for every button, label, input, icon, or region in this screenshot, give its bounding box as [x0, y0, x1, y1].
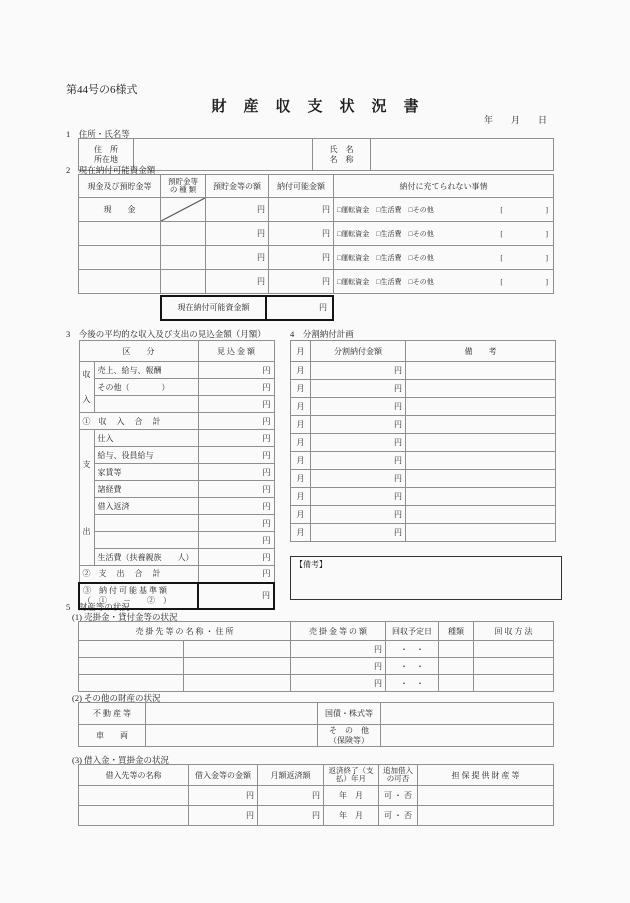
- borrowings-table: [78, 764, 554, 826]
- vehicle-value: [146, 725, 318, 747]
- checkbox-living-costs: □生活費: [376, 205, 402, 214]
- table-row: [291, 362, 556, 380]
- expense-item-label: 給与、役員給与: [94, 447, 198, 464]
- expense-total-row: [79, 566, 274, 583]
- income-total-row: [79, 413, 274, 430]
- repay-end-cell: 年 月: [324, 786, 379, 806]
- note-cell: [406, 416, 556, 434]
- loan-amount-cell: 円: [189, 786, 258, 806]
- monthly-repay-cell: 円: [258, 786, 324, 806]
- bracket-close: ]: [545, 253, 548, 262]
- col-month-header: 月: [291, 341, 311, 362]
- checkbox-living-costs: □生活費: [376, 253, 402, 262]
- bracket-open: [: [500, 277, 503, 286]
- section5-3-heading: (3) 借入金・買掛金の状況: [72, 755, 170, 765]
- expense-item-label: 生活費（扶養親族 人）: [94, 549, 198, 566]
- debtor-address-cell: [184, 675, 291, 692]
- bonds-stocks-value: [381, 703, 554, 725]
- payable-amount-cell: 円: [269, 270, 334, 294]
- debtor-name-cell: [79, 641, 184, 658]
- income-group-label: 収 入: [79, 362, 94, 413]
- table-row: [79, 498, 274, 515]
- table-row: [79, 430, 274, 447]
- checkbox-living-costs: □生活費: [376, 229, 402, 238]
- table-row: [79, 222, 554, 246]
- note-cell: [406, 506, 556, 524]
- month-cell: 月: [291, 416, 311, 434]
- income-item-label: 売上、給与、報酬: [94, 362, 198, 379]
- table-row: [79, 362, 274, 379]
- month-cell: 月: [291, 506, 311, 524]
- amount-cell: 円: [198, 447, 274, 464]
- col-reason-header: 納付に充てられない事情: [334, 175, 554, 198]
- type-cell: [439, 675, 474, 692]
- amount-cell: 円: [311, 452, 406, 470]
- checkbox-other: □その他: [408, 253, 434, 262]
- page-title: 財 産 収 支 状 況 書: [211, 99, 420, 115]
- note-cell: [406, 488, 556, 506]
- due-date-cell: ・ ・: [386, 641, 439, 658]
- table-row: [291, 452, 556, 470]
- table-row: [79, 379, 274, 396]
- month-cell: 月: [291, 380, 311, 398]
- table-row: [79, 806, 554, 826]
- table-row: [79, 447, 274, 464]
- reason-cell: [334, 198, 554, 222]
- table-row: [79, 515, 274, 532]
- checkbox-working-funds: □運転資金: [337, 277, 370, 286]
- note-cell: [406, 452, 556, 470]
- note-cell: [406, 434, 556, 452]
- form-number: 第44号の6様式: [66, 84, 138, 96]
- bracket-close: ]: [545, 277, 548, 286]
- reason-cell: [334, 246, 554, 270]
- col-amount-header: 預貯金等の額: [206, 175, 269, 198]
- table-row: [79, 481, 274, 498]
- debtor-address-cell: [184, 658, 291, 675]
- bracket-open: [: [500, 229, 503, 238]
- col-cash-header: 現金及び預貯金等: [79, 175, 161, 198]
- table-header-row: [79, 175, 554, 198]
- collateral-cell: [418, 806, 554, 826]
- amount-cell: 円: [311, 362, 406, 380]
- amount-cell: 円: [311, 488, 406, 506]
- expense-item-label: [94, 515, 198, 532]
- income-item-label: その他（ ）: [94, 379, 198, 396]
- col-monthly-repay-header: 月額返済額: [258, 765, 324, 786]
- section4-heading: 4 分割納付計画: [290, 329, 354, 339]
- income-expense-table: [78, 340, 275, 610]
- table-row: [291, 506, 556, 524]
- amount-cell: 円: [291, 658, 386, 675]
- amount-cell: 円: [291, 675, 386, 692]
- payable-amount-cell: 円: [269, 222, 334, 246]
- table-row: [291, 470, 556, 488]
- month-cell: 月: [291, 434, 311, 452]
- summary-label: 現在納付可能資金額: [160, 295, 267, 321]
- amount-cell: 円: [311, 434, 406, 452]
- deposit-type-cell: [161, 222, 206, 246]
- note-cell: [406, 380, 556, 398]
- amount-cell: 円: [311, 506, 406, 524]
- col-type-header: 種類: [439, 622, 474, 641]
- table-row: [79, 246, 554, 270]
- installment-plan-table: [290, 340, 556, 542]
- payable-base-amount: 円: [198, 583, 274, 609]
- col-additional-borrow-header: 追加借入 の可否: [379, 765, 418, 786]
- checkbox-other: □その他: [408, 229, 434, 238]
- payable-base-label: ③ 納 付 可 能 基 準 額 （ ① － ② ）: [79, 583, 198, 609]
- table-row: [79, 549, 274, 566]
- other-insurance-label: そ の 他 （保険等）: [318, 725, 381, 747]
- lender-name-cell: [79, 786, 189, 806]
- table-row: [79, 532, 274, 549]
- payable-amount-cell: 円: [269, 198, 334, 222]
- expense-item-label: 諸経費: [94, 481, 198, 498]
- expense-total-label: ② 支 出 合 計: [79, 566, 198, 583]
- note-cell: [406, 524, 556, 542]
- amount-cell: 円: [291, 641, 386, 658]
- table-row: [79, 464, 274, 481]
- amount-cell: 円: [311, 398, 406, 416]
- bracket-open: [: [500, 253, 503, 262]
- table-row: [291, 380, 556, 398]
- other-assets-table: [78, 702, 554, 747]
- cash-label: [79, 246, 161, 270]
- amount-cell: 円: [311, 416, 406, 434]
- month-cell: 月: [291, 470, 311, 488]
- amount-cell: 円: [198, 481, 274, 498]
- amount-cell: 円: [198, 430, 274, 447]
- col-type-header: 預貯金等 の 種 類: [161, 175, 206, 198]
- income-item-label: [94, 396, 198, 413]
- real-estate-label: 不 動 産 等: [79, 703, 146, 725]
- table-header-row: [79, 622, 554, 641]
- monthly-repay-cell: 円: [258, 806, 324, 826]
- month-cell: 月: [291, 398, 311, 416]
- amount-cell: 円: [198, 396, 274, 413]
- debtor-name-cell: [79, 675, 184, 692]
- real-estate-value: [146, 703, 318, 725]
- lender-name-cell: [79, 806, 189, 826]
- col-method-header: 回 収 方 法: [474, 622, 554, 641]
- table-row: [291, 398, 556, 416]
- section5-2-heading: (2) その他の財産の状況: [72, 693, 161, 703]
- amount-cell: 円: [198, 413, 274, 430]
- cash-label: 現 金: [79, 198, 161, 222]
- note-cell: [406, 398, 556, 416]
- loan-amount-cell: 円: [189, 806, 258, 826]
- income-total-label: ① 収 入 合 計: [79, 413, 198, 430]
- checkbox-other: □その他: [408, 205, 434, 214]
- col-debtor-header: 売 掛 先 等 の 名 称 ・ 住 所: [79, 622, 291, 641]
- payable-amount-cell: 円: [269, 246, 334, 270]
- table-row: [79, 658, 554, 675]
- expense-item-label: 家賃等: [94, 464, 198, 481]
- expense-item-label: 借入返済: [94, 498, 198, 515]
- deposit-amount-cell: 円: [206, 246, 269, 270]
- type-cell: [439, 658, 474, 675]
- summary-amount: 円: [267, 295, 334, 321]
- deposit-amount-cell: 円: [206, 198, 269, 222]
- amount-cell: 円: [198, 362, 274, 379]
- amount-cell: 円: [198, 566, 274, 583]
- checkbox-other: □その他: [408, 277, 434, 286]
- table-row: [79, 786, 554, 806]
- remarks-label: 【備考】: [295, 560, 327, 569]
- col-category-header: 区 分: [79, 341, 198, 362]
- address-label: 住 所 所在地: [79, 139, 134, 171]
- col-payable-header: 納付可能金額: [269, 175, 334, 198]
- due-date-cell: ・ ・: [386, 658, 439, 675]
- table-row: [291, 434, 556, 452]
- current-payable-summary: [160, 295, 334, 321]
- section5-1-heading: (1) 売掛金・貸付金等の状況: [72, 612, 178, 622]
- name-label: 氏 名 名 称: [313, 139, 371, 171]
- expense-item-label: [94, 532, 198, 549]
- table-row: [79, 675, 554, 692]
- table-header-row: [291, 341, 556, 362]
- bracket-close: ]: [545, 205, 548, 214]
- method-cell: [474, 641, 554, 658]
- deposit-type-cell: [161, 270, 206, 294]
- table-row: [79, 641, 554, 658]
- table-header-row: [79, 341, 274, 362]
- debtor-name-cell: [79, 658, 184, 675]
- payable-funds-table: [78, 174, 554, 294]
- amount-cell: 円: [198, 515, 274, 532]
- table-row: [79, 703, 554, 725]
- note-cell: [406, 470, 556, 488]
- remarks-box: [290, 556, 562, 600]
- due-date-cell: ・ ・: [386, 675, 439, 692]
- month-cell: 月: [291, 524, 311, 542]
- cash-label: [79, 270, 161, 294]
- type-cell: [439, 641, 474, 658]
- table-header-row: [79, 765, 554, 786]
- col-lender-header: 借入先等の名称: [79, 765, 189, 786]
- col-repay-end-header: 返済終了（支 払）年月: [324, 765, 379, 786]
- col-expected-header: 見 込 金 額: [198, 341, 274, 362]
- table-row: [291, 416, 556, 434]
- receivables-table: [78, 621, 554, 692]
- reason-cell: [334, 222, 554, 246]
- checkbox-working-funds: □運転資金: [337, 229, 370, 238]
- month-cell: 月: [291, 452, 311, 470]
- amount-cell: 円: [311, 524, 406, 542]
- additional-borrow-cell: 可 ・ 否: [379, 806, 418, 826]
- other-insurance-value: [381, 725, 554, 747]
- col-installment-header: 分割納付金額: [311, 341, 406, 362]
- method-cell: [474, 658, 554, 675]
- table-row: [79, 396, 274, 413]
- col-due-header: 回収予定日: [386, 622, 439, 641]
- collateral-cell: [418, 786, 554, 806]
- vehicle-label: 車 両: [79, 725, 146, 747]
- note-cell: [406, 362, 556, 380]
- col-collateral-header: 担 保 提 供 財 産 等: [418, 765, 554, 786]
- diagonal-slash-icon: [161, 198, 206, 222]
- repay-end-cell: 年 月: [324, 806, 379, 826]
- col-loan-amount-header: 借入金等の金額: [189, 765, 258, 786]
- additional-borrow-cell: 可 ・ 否: [379, 786, 418, 806]
- checkbox-living-costs: □生活費: [376, 277, 402, 286]
- expense-group-label: 支 出: [79, 430, 94, 566]
- debtor-address-cell: [184, 641, 291, 658]
- amount-cell: 円: [311, 470, 406, 488]
- section1-heading: 1 住所・氏名等: [66, 129, 130, 139]
- checkbox-working-funds: □運転資金: [337, 205, 370, 214]
- month-cell: 月: [291, 488, 311, 506]
- section5-heading: 5 財産等の状況: [66, 602, 130, 612]
- method-cell: [474, 675, 554, 692]
- month-cell: 月: [291, 362, 311, 380]
- table-row: [291, 488, 556, 506]
- checkbox-working-funds: □運転資金: [337, 253, 370, 262]
- deposit-amount-cell: 円: [206, 270, 269, 294]
- amount-cell: 円: [198, 549, 274, 566]
- table-row: [291, 524, 556, 542]
- section3-heading: 3 今後の平均的な収入及び支出の見込金額（月額）: [66, 329, 266, 339]
- address-value: [134, 139, 313, 171]
- deposit-type-cell: [161, 246, 206, 270]
- expense-item-label: 仕入: [94, 430, 198, 447]
- table-row: [79, 198, 554, 222]
- amount-cell: 円: [198, 532, 274, 549]
- bracket-close: ]: [545, 229, 548, 238]
- bracket-open: [: [500, 205, 503, 214]
- cash-label: [79, 222, 161, 246]
- table-row: [79, 725, 554, 747]
- deposit-amount-cell: 円: [206, 222, 269, 246]
- table-row: [79, 270, 554, 294]
- amount-cell: 円: [198, 498, 274, 515]
- bonds-stocks-label: 国債・株式等: [318, 703, 381, 725]
- col-note-header: 備 考: [406, 341, 556, 362]
- amount-cell: 円: [198, 379, 274, 396]
- amount-cell: 円: [198, 464, 274, 481]
- section2-heading: 2 現在納付可能資金額: [66, 165, 156, 175]
- col-receivable-header: 売 掛 金 等 の 額: [291, 622, 386, 641]
- reason-cell: [334, 270, 554, 294]
- amount-cell: 円: [311, 380, 406, 398]
- date-line: 年 月 日: [483, 115, 547, 125]
- name-value: [371, 139, 554, 171]
